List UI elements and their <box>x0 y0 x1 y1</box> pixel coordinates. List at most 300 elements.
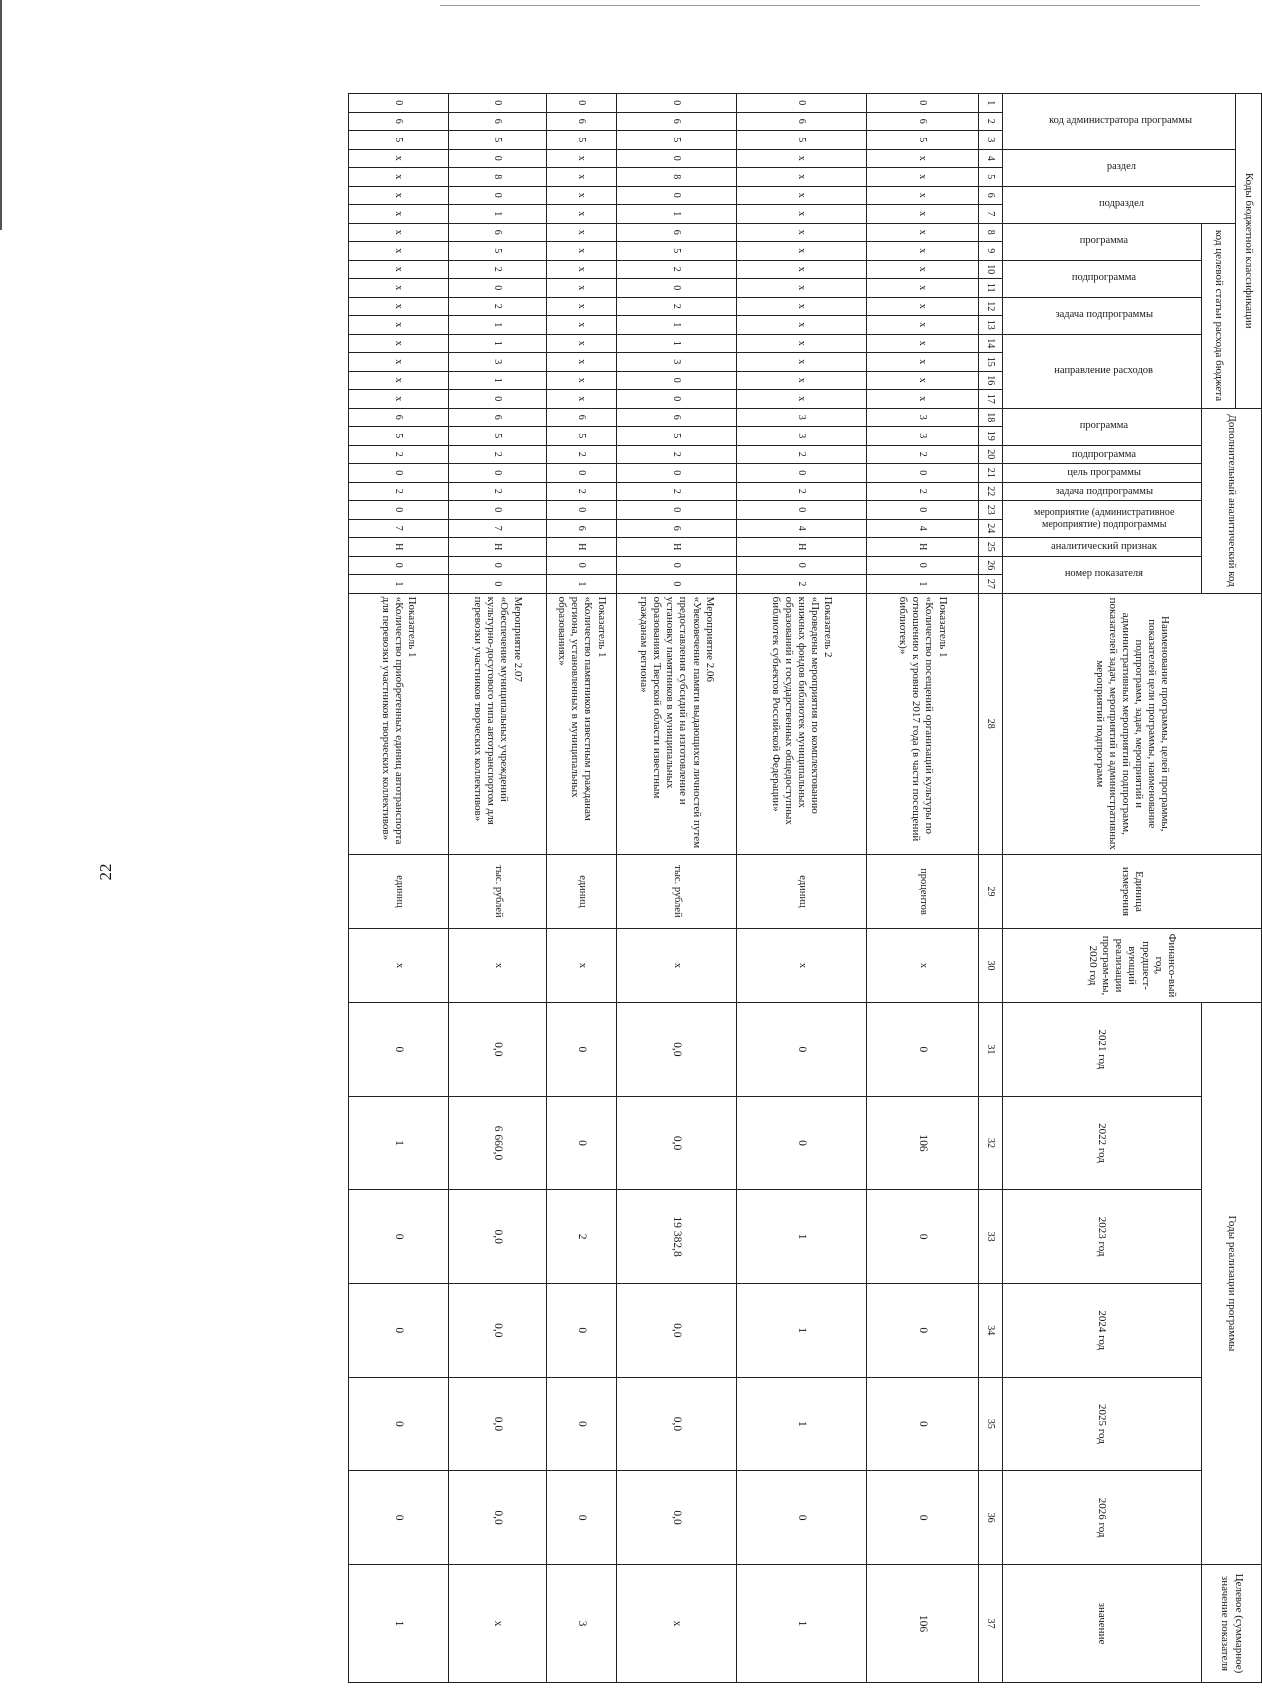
column-number: 34 <box>978 1283 1002 1377</box>
code-digit: х <box>736 223 866 242</box>
column-number: 1 <box>978 94 1002 113</box>
code-digit: 2 <box>348 445 448 464</box>
header-extra-program-label: программа <box>1079 420 1129 432</box>
column-number: 29 <box>978 854 1002 928</box>
column-number: 32 <box>978 1096 1002 1190</box>
code-digit: 0 <box>546 464 616 483</box>
header-activity <box>1002 501 1201 538</box>
code-digit: 0 <box>616 186 736 205</box>
row-year-value: 0 <box>348 1003 448 1097</box>
code-digit: х <box>348 334 448 353</box>
code-digit: 0 <box>736 556 866 575</box>
code-digit: 6 <box>448 408 546 427</box>
row-unit: тыс. рублей <box>616 854 736 928</box>
code-digit: х <box>348 223 448 242</box>
code-digit: 2 <box>546 445 616 464</box>
row-year-value: 1 <box>736 1190 866 1284</box>
header-subsection <box>1002 186 1235 223</box>
column-number: 2 <box>978 112 1002 131</box>
row-unit: тыс. рублей <box>448 854 546 928</box>
code-digit: 6 <box>736 112 866 131</box>
code-digit: 3 <box>448 353 546 372</box>
code-digit: 5 <box>448 242 546 261</box>
column-number: 33 <box>978 1190 1002 1284</box>
code-digit: х <box>546 279 616 298</box>
row-year-value: 0,0 <box>616 1003 736 1097</box>
code-digit: 0 <box>736 501 866 520</box>
row-target-value: 106 <box>866 1564 978 1682</box>
code-digit: 2 <box>736 575 866 594</box>
code-digit: 2 <box>736 482 866 501</box>
code-digit: х <box>866 223 978 242</box>
column-number: 5 <box>978 168 1002 187</box>
header-year-2022: 2022 год <box>1002 1096 1201 1190</box>
code-digit: х <box>546 205 616 224</box>
header-indicator-no-label: номер показателя <box>1064 568 1144 580</box>
code-digit: х <box>736 168 866 187</box>
header-extra-subprogram-label: подпрограмма <box>1071 448 1137 460</box>
row-name: Показатель 1 «Количество памятников известным гражданам региона, установленных в муниципальных образованиях» <box>546 593 616 854</box>
row-target-value: 3 <box>546 1564 616 1682</box>
code-digit: х <box>866 334 978 353</box>
column-number: 7 <box>978 205 1002 224</box>
code-digit: х <box>736 353 866 372</box>
row-unit: единиц <box>546 854 616 928</box>
row-fin-year-value: х <box>736 929 866 1003</box>
row-fin-year-value: х <box>616 929 736 1003</box>
header-activity-label: мероприятие (административное мероприятие) подпрограммы <box>1033 507 1175 531</box>
row-year-value: 0 <box>736 1003 866 1097</box>
header-extra-code: Дополнительный аналитический код <box>1202 408 1262 593</box>
row-year-value: 0 <box>546 1377 616 1471</box>
code-digit: 6 <box>448 223 546 242</box>
code-digit: х <box>736 390 866 409</box>
column-number: 4 <box>978 149 1002 168</box>
code-digit: 6 <box>866 112 978 131</box>
code-digit: х <box>546 297 616 316</box>
column-number: 12 <box>978 297 1002 316</box>
row-year-value: 0 <box>866 1471 978 1565</box>
header-expense-direction-label: направление расходов <box>1054 364 1154 376</box>
code-digit: 2 <box>616 445 736 464</box>
header-section-label: раздел <box>1106 161 1136 173</box>
program-table <box>348 93 1262 1683</box>
page-number: 22 <box>96 863 115 881</box>
code-digit: 0 <box>348 501 448 520</box>
header-program-goal <box>1002 464 1201 483</box>
code-digit: х <box>736 316 866 335</box>
row-year-value: 0 <box>546 1003 616 1097</box>
code-digit: х <box>546 223 616 242</box>
code-digit: х <box>546 186 616 205</box>
table-row <box>348 94 448 1683</box>
row-year-value: 1 <box>348 1096 448 1190</box>
code-digit: х <box>736 242 866 261</box>
row-year-value: 0,0 <box>448 1283 546 1377</box>
row-name: Показатель 1 «Количество приобретенных единиц автотранспорта для перевозки участников творческих коллективов» <box>348 593 448 854</box>
header-section <box>1002 149 1235 186</box>
header-years: Годы реализации программы <box>1202 1003 1262 1565</box>
code-digit: 0 <box>616 501 736 520</box>
header-program-label: программа <box>1079 235 1129 247</box>
code-digit: 0 <box>616 575 736 594</box>
code-digit: 5 <box>348 427 448 446</box>
code-digit: 0 <box>616 149 736 168</box>
row-unit: единиц <box>736 854 866 928</box>
code-digit: х <box>736 260 866 279</box>
row-year-value: 1 <box>736 1283 866 1377</box>
code-digit: 6 <box>616 519 736 538</box>
column-number: 36 <box>978 1471 1002 1565</box>
code-digit: х <box>546 149 616 168</box>
header-target: Целевое (суммарное) значение показателя <box>1202 1564 1262 1682</box>
row-year-value: 0,0 <box>448 1471 546 1565</box>
header-name: Наименование программы, целей программы, показателей цели программы, наименование подпрограмм, задач, мероприятий и административных мероприятий подпрограмм, показателей задач, мероприятий и административных мероприятий подпрограмм <box>1002 593 1261 854</box>
column-number: 37 <box>978 1564 1002 1682</box>
code-digit: х <box>736 186 866 205</box>
row-year-value: 0 <box>866 1377 978 1471</box>
code-digit: х <box>348 242 448 261</box>
code-digit: х <box>348 186 448 205</box>
row-year-value: 0 <box>736 1471 866 1565</box>
code-digit: 7 <box>448 519 546 538</box>
code-digit: 3 <box>866 408 978 427</box>
header-expense-direction <box>1002 334 1201 408</box>
column-number: 28 <box>978 593 1002 854</box>
row-year-value: 0 <box>348 1190 448 1284</box>
column-number: 30 <box>978 929 1002 1003</box>
header-admin-code <box>1002 94 1235 150</box>
code-digit: 6 <box>616 408 736 427</box>
code-digit: х <box>736 205 866 224</box>
row-year-value: 0 <box>736 1096 866 1190</box>
code-digit: 0 <box>546 556 616 575</box>
code-digit: 5 <box>866 131 978 150</box>
row-year-value: 0,0 <box>616 1377 736 1471</box>
code-digit: 0 <box>348 464 448 483</box>
code-digit: 0 <box>546 501 616 520</box>
code-digit: 0 <box>866 501 978 520</box>
column-number: 31 <box>978 1003 1002 1097</box>
code-digit: 5 <box>348 131 448 150</box>
header-year-2024: 2024 год <box>1002 1283 1201 1377</box>
code-digit: 1 <box>448 316 546 335</box>
code-digit: 0 <box>866 464 978 483</box>
code-digit: 1 <box>616 334 736 353</box>
code-digit: 0 <box>616 464 736 483</box>
row-year-value: 0 <box>348 1471 448 1565</box>
column-number: 6 <box>978 186 1002 205</box>
header-subprogram-task2-label: задача подпрограммы <box>1055 485 1153 497</box>
code-digit: Н <box>736 538 866 557</box>
code-digit: 0 <box>448 279 546 298</box>
column-number: 17 <box>978 390 1002 409</box>
row-year-value: 0,0 <box>448 1190 546 1284</box>
row-name: Мероприятие 2.06 «Увековечение памяти выдающихся личностей путем предоставления субсидий на изготовление и установку памятников в муниципальных образованиях Тверской области известным гражданам региона» <box>616 593 736 854</box>
header-target-value: значение <box>1002 1564 1201 1682</box>
code-digit: х <box>866 371 978 390</box>
row-year-value: 0 <box>866 1003 978 1097</box>
column-number: 11 <box>978 279 1002 298</box>
row-target-value: 1 <box>736 1564 866 1682</box>
code-digit: х <box>546 390 616 409</box>
header-indicator-no <box>1002 556 1201 593</box>
scan-mark <box>440 5 1200 6</box>
row-unit: единиц <box>348 854 448 928</box>
column-number: 13 <box>978 316 1002 335</box>
code-digit: х <box>348 205 448 224</box>
code-digit: х <box>348 149 448 168</box>
code-digit: 0 <box>866 94 978 113</box>
row-fin-year-value: х <box>546 929 616 1003</box>
column-number: 19 <box>978 427 1002 446</box>
row-fin-year-value: х <box>866 929 978 1003</box>
code-digit: 6 <box>348 112 448 131</box>
code-digit: 0 <box>448 390 546 409</box>
header-year-2021: 2021 год <box>1002 1003 1201 1097</box>
code-digit: 6 <box>348 408 448 427</box>
row-year-value: 0 <box>546 1471 616 1565</box>
code-digit: Н <box>448 538 546 557</box>
code-digit: х <box>866 186 978 205</box>
code-digit: х <box>546 242 616 261</box>
code-digit: 6 <box>448 112 546 131</box>
code-digit: х <box>546 260 616 279</box>
row-year-value: 19 382,8 <box>616 1190 736 1284</box>
code-digit: х <box>546 371 616 390</box>
code-digit: 0 <box>616 390 736 409</box>
row-target-value: х <box>616 1564 736 1682</box>
code-digit: Н <box>616 538 736 557</box>
code-digit: х <box>866 242 978 261</box>
code-digit: 5 <box>448 131 546 150</box>
code-digit: 2 <box>616 260 736 279</box>
column-number: 15 <box>978 353 1002 372</box>
code-digit: 0 <box>448 94 546 113</box>
code-digit: 0 <box>616 94 736 113</box>
code-digit: 2 <box>616 482 736 501</box>
header-subprogram-task <box>1002 297 1201 334</box>
column-number: 18 <box>978 408 1002 427</box>
code-digit: 1 <box>866 575 978 594</box>
table-row <box>616 94 736 1683</box>
code-digit: 1 <box>348 575 448 594</box>
code-digit: х <box>348 279 448 298</box>
code-digit: х <box>546 353 616 372</box>
row-year-value: 0 <box>546 1096 616 1190</box>
code-digit: 6 <box>546 408 616 427</box>
table-row <box>736 94 866 1683</box>
row-year-value: 106 <box>866 1096 978 1190</box>
code-digit: 0 <box>348 94 448 113</box>
column-number: 25 <box>978 538 1002 557</box>
column-number: 35 <box>978 1377 1002 1471</box>
column-number: 21 <box>978 464 1002 483</box>
code-digit: 3 <box>616 353 736 372</box>
code-digit: х <box>348 168 448 187</box>
code-digit: 1 <box>546 575 616 594</box>
header-subprogram-task-label: задача подпрограммы <box>1055 309 1153 321</box>
header-fin-year: Финансо-вый год, предшест-вующий реализации програм-мы, 2020 год <box>1002 929 1261 1003</box>
row-year-value: 2 <box>546 1190 616 1284</box>
column-number: 10 <box>978 260 1002 279</box>
code-digit: 0 <box>736 94 866 113</box>
row-fin-year-value: х <box>348 929 448 1003</box>
code-digit: х <box>348 316 448 335</box>
header-analytic-sign <box>1002 538 1201 557</box>
header-subsection-label: подраздел <box>1098 198 1144 210</box>
column-number: 20 <box>978 445 1002 464</box>
code-digit: 2 <box>348 482 448 501</box>
code-digit: х <box>736 371 866 390</box>
code-digit: х <box>866 205 978 224</box>
row-year-value: 6 660,0 <box>448 1096 546 1190</box>
row-year-value: 1 <box>736 1377 866 1471</box>
header-subprogram <box>1002 260 1201 297</box>
code-digit: 2 <box>616 297 736 316</box>
code-digit: 0 <box>448 186 546 205</box>
code-digit: 5 <box>616 131 736 150</box>
code-digit: 8 <box>448 168 546 187</box>
code-digit: 5 <box>546 131 616 150</box>
code-digit: 8 <box>616 168 736 187</box>
code-digit: 2 <box>448 482 546 501</box>
scan-mark <box>0 0 2 230</box>
header-year-2025: 2025 год <box>1002 1377 1201 1471</box>
code-digit: 7 <box>348 519 448 538</box>
table-row <box>866 94 978 1683</box>
code-digit: 2 <box>736 445 866 464</box>
code-digit: 1 <box>448 334 546 353</box>
code-digit: 0 <box>546 94 616 113</box>
code-digit: 1 <box>616 316 736 335</box>
code-digit: 3 <box>736 408 866 427</box>
header-unit: Единица измерения <box>1002 854 1261 928</box>
code-digit: х <box>736 297 866 316</box>
code-digit: 4 <box>866 519 978 538</box>
code-digit: 1 <box>448 205 546 224</box>
header-admin-code-label: код администратора программы <box>1049 114 1193 126</box>
code-digit: 6 <box>546 112 616 131</box>
row-year-value: 0 <box>866 1283 978 1377</box>
header-subprogram-label: подпрограмма <box>1071 272 1137 284</box>
row-year-value: 0 <box>348 1283 448 1377</box>
code-digit: х <box>348 390 448 409</box>
column-number: 23 <box>978 501 1002 520</box>
row-target-value: 1 <box>348 1564 448 1682</box>
code-digit: х <box>736 149 866 168</box>
code-digit: х <box>736 279 866 298</box>
row-year-value: 0 <box>866 1190 978 1284</box>
column-number: 14 <box>978 334 1002 353</box>
code-digit: х <box>866 297 978 316</box>
code-digit: 1 <box>448 371 546 390</box>
code-digit: х <box>348 371 448 390</box>
row-year-value: 0,0 <box>616 1283 736 1377</box>
column-number: 27 <box>978 575 1002 594</box>
code-digit: 2 <box>866 445 978 464</box>
code-digit: х <box>348 297 448 316</box>
table-row <box>448 94 546 1683</box>
code-digit: 5 <box>546 427 616 446</box>
header-program-goal-label: цель программы <box>1067 467 1141 479</box>
code-digit: х <box>866 260 978 279</box>
header-year-2023: 2023 год <box>1002 1190 1201 1284</box>
code-digit: х <box>546 168 616 187</box>
code-digit: 6 <box>616 112 736 131</box>
column-number: 3 <box>978 131 1002 150</box>
code-digit: х <box>866 149 978 168</box>
column-number: 16 <box>978 371 1002 390</box>
row-name: Показатель 1 «Количество посещений организаций культуры по отношению к уровню 2017 года (в части посещений библиотек)» <box>866 593 978 854</box>
code-digit: х <box>866 390 978 409</box>
code-digit: 0 <box>736 464 866 483</box>
header-extra-subprogram <box>1002 445 1201 464</box>
code-digit: х <box>546 334 616 353</box>
row-year-value: 0,0 <box>448 1377 546 1471</box>
code-digit: 6 <box>616 223 736 242</box>
code-digit: Н <box>546 538 616 557</box>
header-subprogram-task2 <box>1002 482 1201 501</box>
header-program <box>1002 223 1201 260</box>
code-digit: х <box>866 168 978 187</box>
code-digit: 6 <box>546 519 616 538</box>
row-year-value: 0 <box>348 1377 448 1471</box>
code-digit: 0 <box>448 501 546 520</box>
column-number-row <box>978 94 1002 1683</box>
code-digit: х <box>348 353 448 372</box>
code-digit: 3 <box>866 427 978 446</box>
code-digit: 0 <box>448 464 546 483</box>
code-digit: 0 <box>616 371 736 390</box>
header-year-2026: 2026 год <box>1002 1471 1201 1565</box>
code-digit: 0 <box>616 279 736 298</box>
code-digit: 0 <box>448 575 546 594</box>
code-digit: 3 <box>736 427 866 446</box>
row-target-value: х <box>448 1564 546 1682</box>
code-digit: х <box>546 316 616 335</box>
row-year-value: 0 <box>546 1283 616 1377</box>
code-digit: 5 <box>448 427 546 446</box>
code-digit: 0 <box>448 556 546 575</box>
code-digit: 0 <box>348 556 448 575</box>
code-digit: 2 <box>546 482 616 501</box>
code-digit: х <box>866 316 978 335</box>
column-number: 24 <box>978 519 1002 538</box>
column-number: 9 <box>978 242 1002 261</box>
table-row <box>546 94 616 1683</box>
code-digit: 2 <box>866 482 978 501</box>
header-budget-codes: Коды бюджетной классификации <box>1236 94 1262 409</box>
row-name: Мероприятие 2.07 «Обеспечение муниципальных учреждений культурно-досугового типа автотранспортом для перевозки участников творческих коллективов» <box>448 593 546 854</box>
row-year-value: 0,0 <box>616 1471 736 1565</box>
code-digit: 5 <box>616 427 736 446</box>
code-digit: х <box>866 279 978 298</box>
code-digit: Н <box>348 538 448 557</box>
code-digit: 2 <box>448 297 546 316</box>
header-target-code: код целевой статьи расхода бюджета <box>1202 223 1236 408</box>
rotated-table-container <box>178 93 1262 1683</box>
code-digit: 4 <box>736 519 866 538</box>
code-digit: 0 <box>866 556 978 575</box>
row-year-value: 0,0 <box>616 1096 736 1190</box>
code-digit: 0 <box>616 556 736 575</box>
column-number: 26 <box>978 556 1002 575</box>
row-name: Показатель 2 «Проведены мероприятия по комплектованию книжных фондов библиотек муниципальных образований и государственных общедоступных библиотек субъектов Российской Федерации» <box>736 593 866 854</box>
column-number: 8 <box>978 223 1002 242</box>
row-unit: процентов <box>866 854 978 928</box>
row-fin-year-value: х <box>448 929 546 1003</box>
